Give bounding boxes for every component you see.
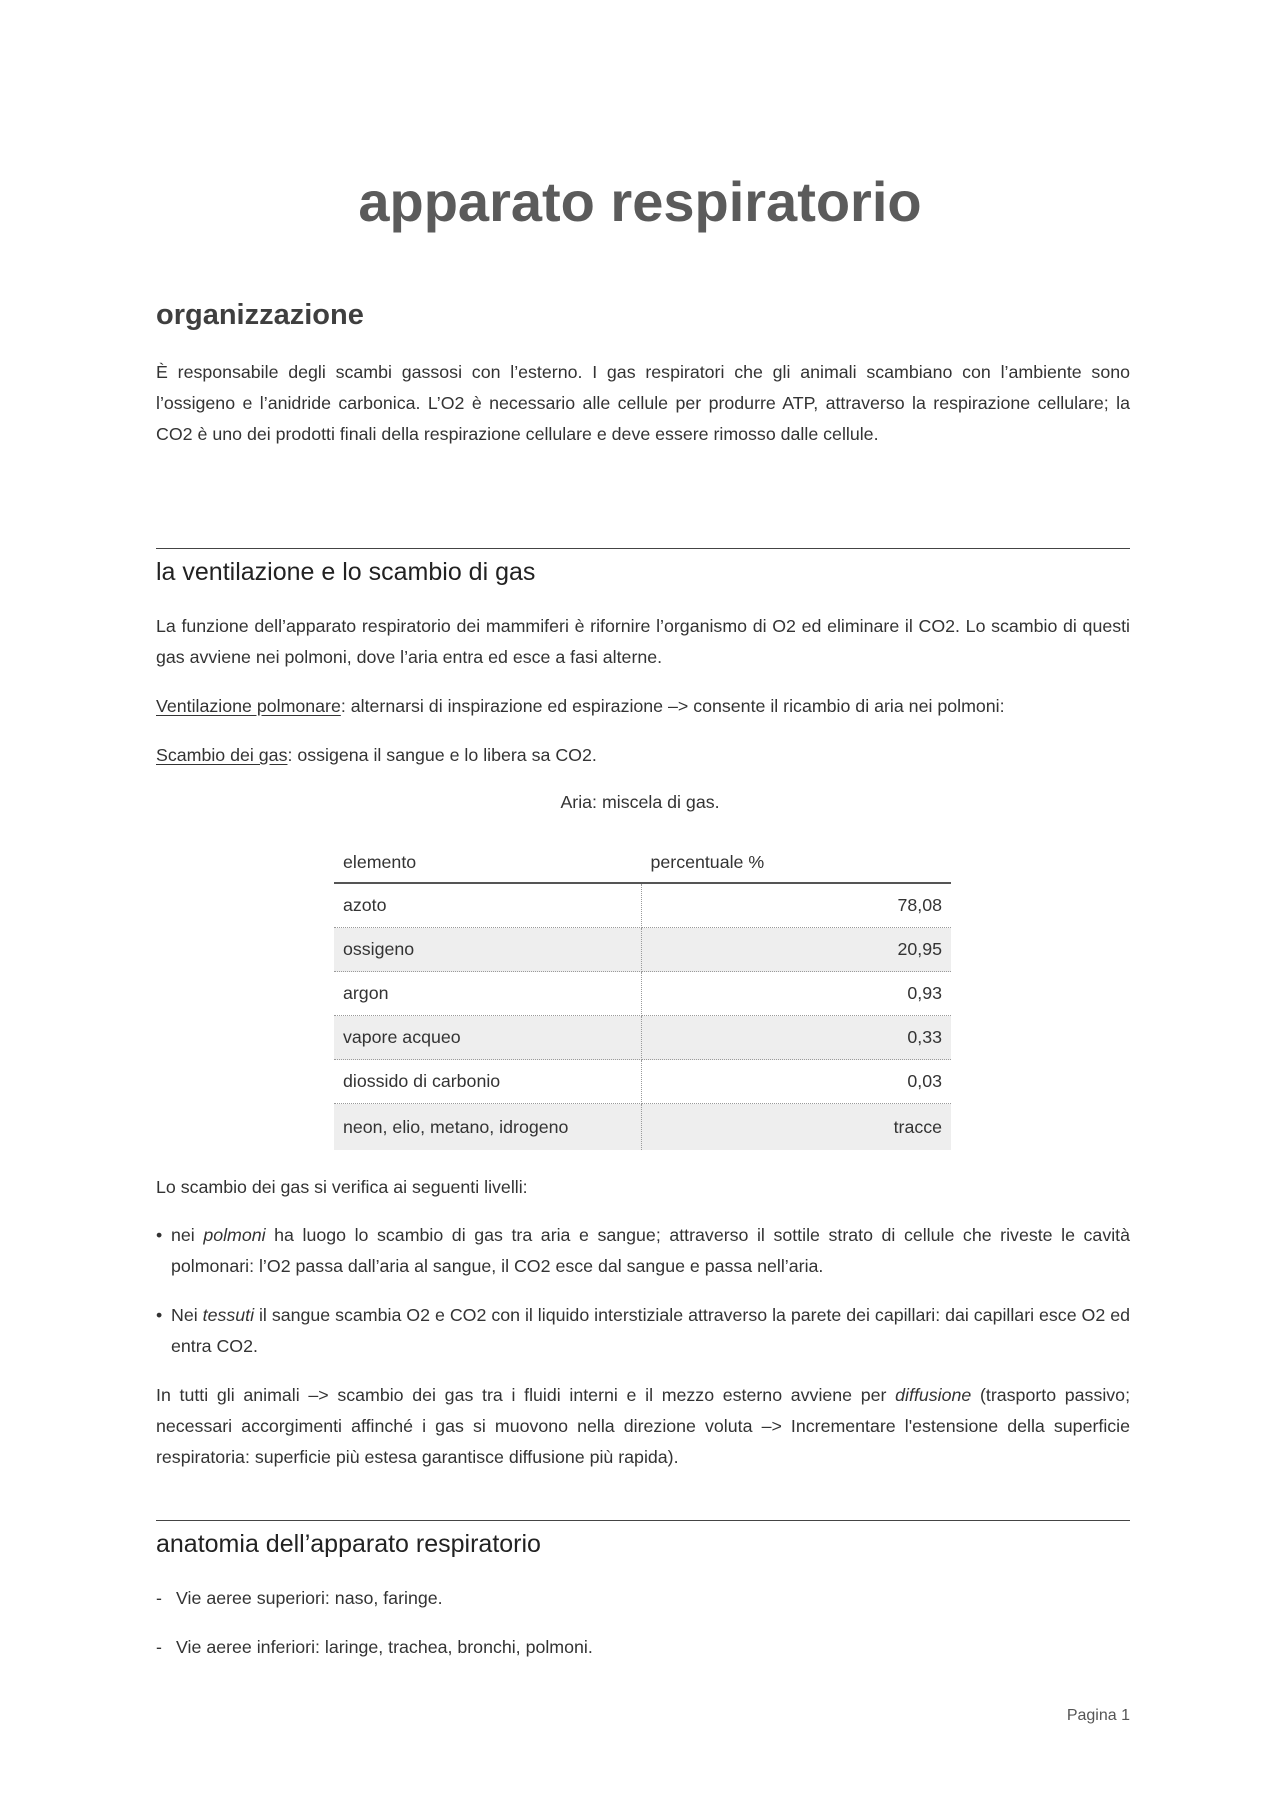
diffusione-emphasis: diffusione [895,1385,972,1405]
cell-element-name: ossigeno [334,928,642,972]
bullet-icon: • [156,1305,163,1325]
ventilazione-definition [156,691,1005,722]
gas-composition-table [334,842,951,1150]
cell-percentage: 20,95 [642,928,952,972]
bullet-prefix: nei [171,1225,204,1245]
heading-ventilazione: la ventilazione e lo scambio di gas [156,558,536,586]
table-row [334,972,951,1016]
ventilazione-intro-paragraph: La funzione dell’apparato respiratorio dei mammiferi è rifornire l’organismo di O2 ed eliminare il CO2. Lo scambio di questi gas avviene nei polmoni, dove l’aria entra ed esce a fasi alterne. [156,616,1130,667]
dash-icon: - [156,1637,162,1657]
cell-element-name: diossido di carbonio [334,1060,642,1104]
document-title: apparato respiratorio [358,170,922,233]
bullet-item-polmoni [156,1220,1130,1282]
table-header-row [334,842,951,883]
cell-element-name: vapore acqueo [334,1016,642,1060]
list-item [156,1583,443,1614]
cell-percentage: tracce [642,1104,952,1151]
section-divider [156,548,1130,549]
bullet-icon: • [156,1225,163,1245]
table-row [334,928,951,972]
bullet-prefix: Nei [171,1305,203,1325]
gas-table-wrapper [334,842,951,1150]
bullet-emphasis: polmoni [203,1225,266,1245]
scambio-text: : ossigena il sangue e lo libera sa CO2. [287,745,597,765]
cell-element-name: azoto [334,883,642,928]
bullet-emphasis: tessuti [202,1305,255,1325]
cell-percentage: 0,93 [642,972,952,1016]
scambio-definition [156,740,597,771]
page-number: Pagina 1 [1066,1707,1130,1724]
ventilazione-text: : alternarsi di inspirazione ed espirazione –> consente il ricambio di aria nei polmoni: [340,696,1005,716]
cell-element-name: argon [334,972,642,1016]
column-header-elemento: elemento [334,842,642,883]
section-divider [156,1520,1130,1521]
diffusione-paragraph [156,1380,1130,1473]
scambio-term: Scambio dei gas [156,745,288,765]
dash-icon: - [156,1588,162,1608]
list-item-text: Vie aeree superiori: naso, faringe. [176,1588,443,1608]
heading-organizzazione: organizzazione [156,299,364,331]
list-item [156,1632,593,1663]
heading-anatomia: anatomia dell’apparato respiratorio [156,1530,541,1558]
diffusione-prefix: In tutti gli animali –> scambio dei gas tra i fluidi interni e il mezzo esterno avviene per [156,1385,896,1405]
table-row [334,883,951,928]
table-row [334,1104,951,1151]
column-header-percentuale: percentuale % [642,842,952,883]
diffusione-rest: (trasporto passivo; necessari accorgimenti affinché i gas si muovono nella direzione voluta –> Incrementare l'estensione della superficie respiratoria: superficie più estesa garantisce diffusione più rapida). [156,1385,1131,1467]
cell-percentage: 78,08 [642,883,952,928]
table-row [334,1016,951,1060]
levels-intro: Lo scambio dei gas si verifica ai seguenti livelli: [156,1177,528,1197]
table-caption: Aria: miscela di gas. [560,792,720,812]
table-row [334,1060,951,1104]
cell-percentage: 0,33 [642,1016,952,1060]
bullet-text [171,1300,1130,1362]
list-item-text: Vie aeree inferiori: laringe, trachea, bronchi, polmoni. [176,1637,593,1657]
bullet-rest: il sangue scambia O2 e CO2 con il liquido interstiziale attraverso la parete dei capillari: dai capillari esce O2 ed entra CO2. [171,1305,1130,1356]
bullet-item-tessuti [156,1300,1130,1362]
ventilazione-term: Ventilazione polmonare [156,696,341,716]
cell-percentage: 0,03 [642,1060,952,1104]
bullet-text [171,1220,1130,1282]
cell-element-name: neon, elio, metano, idrogeno [334,1104,642,1151]
organizzazione-paragraph: È responsabile degli scambi gassosi con l’esterno. I gas respiratori che gli animali scambiano con l’ambiente sono l’ossigeno e l’anidride carbonica. L’O2 è necessario alle cellule per produrre ATP, attraverso la respirazione cellulare; la CO2 è uno dei prodotti finali della respirazione cellulare e deve essere rimosso dalle cellule. [156,362,1130,444]
bullet-rest: ha luogo lo scambio di gas tra aria e sangue; attraverso il sottile strato di cellule che riveste le cavità polmonari: l’O2 passa dall’aria al sangue, il CO2 esce dal sangue e passa nell’aria. [171,1225,1130,1276]
